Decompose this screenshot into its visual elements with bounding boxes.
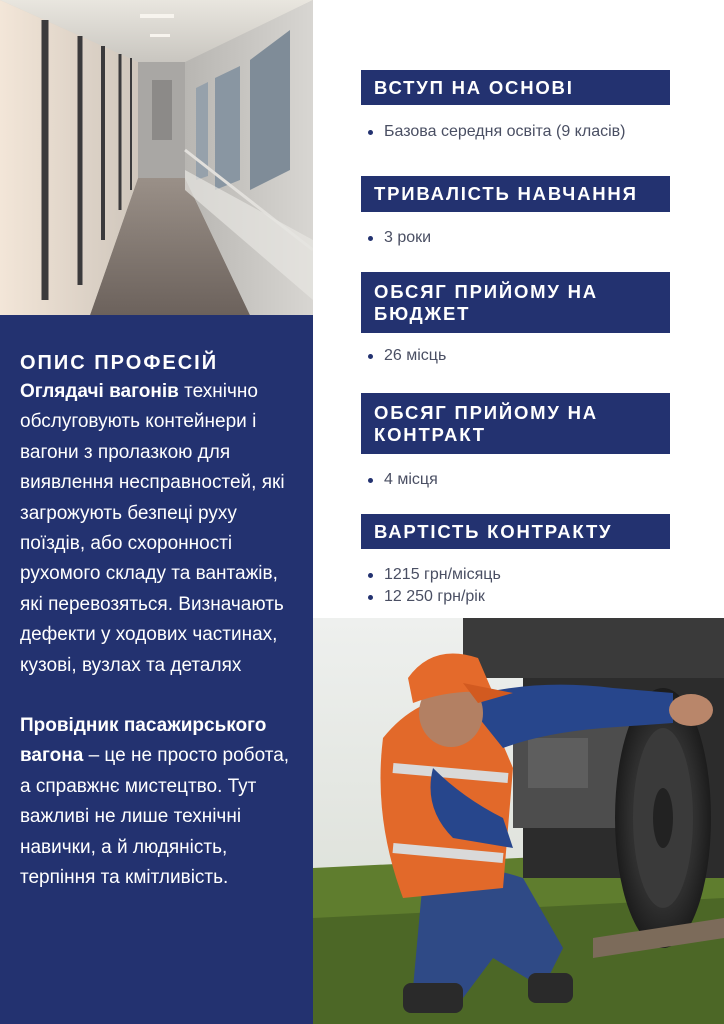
section-title: ВАРТІСТЬ КОНТРАКТУ <box>374 520 613 542</box>
section-title-line-1: ОБСЯГ ПРИЙОМУ НА <box>374 401 598 423</box>
profession-name-inspector: Оглядачі вагонів <box>20 381 179 402</box>
profession-name-conductor: Провідник пасажирського вагона <box>20 715 267 767</box>
study-duration-list <box>368 227 431 249</box>
conductor-description: – це не просто робота, а справжнє мистецтво. Тут важливі не лише технічні навички, а й людяність, терпіння та кмітливість. <box>20 745 290 889</box>
contract-admission-list <box>368 469 438 491</box>
inspector-description: технічно обслуговують контейнери і вагони з пролазкою для виявлення несправностей, які загрожують безпеці руху поїздів, або схоронності рухомого складу та вантажів, які перевозяться. Визначають дефекти у ходових частинах, кузові, вузлах та деталях <box>20 381 285 676</box>
contract-cost-list <box>368 564 501 608</box>
list-item: 4 місця <box>368 469 438 491</box>
list-item: 26 місць <box>368 345 446 367</box>
section-title: ВСТУП НА ОСНОВІ <box>374 76 574 98</box>
admission-basis-list <box>368 121 625 143</box>
section-header-contract-admission <box>361 393 670 454</box>
section-header-contract-cost <box>361 514 670 549</box>
section-title: ТРИВАЛІСТЬ НАВЧАННЯ <box>374 183 638 204</box>
list-item: 12 250 грн/рік <box>368 586 501 608</box>
list-item: 1215 грн/місяць <box>368 564 501 586</box>
train-corridor-photo <box>0 0 313 315</box>
description-paragraph-2 <box>20 711 295 893</box>
section-header-study-duration <box>361 176 670 212</box>
list-item: 3 роки <box>368 227 431 249</box>
profession-description-panel <box>0 315 313 1024</box>
budget-admission-list <box>368 345 446 367</box>
description-title: ОПИС ПРОФЕСІЙ <box>20 352 219 374</box>
section-header-admission-basis <box>361 70 670 105</box>
description-paragraph-1 <box>20 377 295 681</box>
section-title-line-2: КОНТРАКТ <box>374 423 486 445</box>
section-header-budget-admission <box>361 272 670 333</box>
section-title-line-1: ОБСЯГ ПРИЙОМУ НА <box>374 280 598 302</box>
list-item: Базова середня освіта (9 класів) <box>368 121 625 143</box>
section-title-line-2: БЮДЖЕТ <box>374 302 471 324</box>
railway-worker-photo <box>313 618 724 1024</box>
